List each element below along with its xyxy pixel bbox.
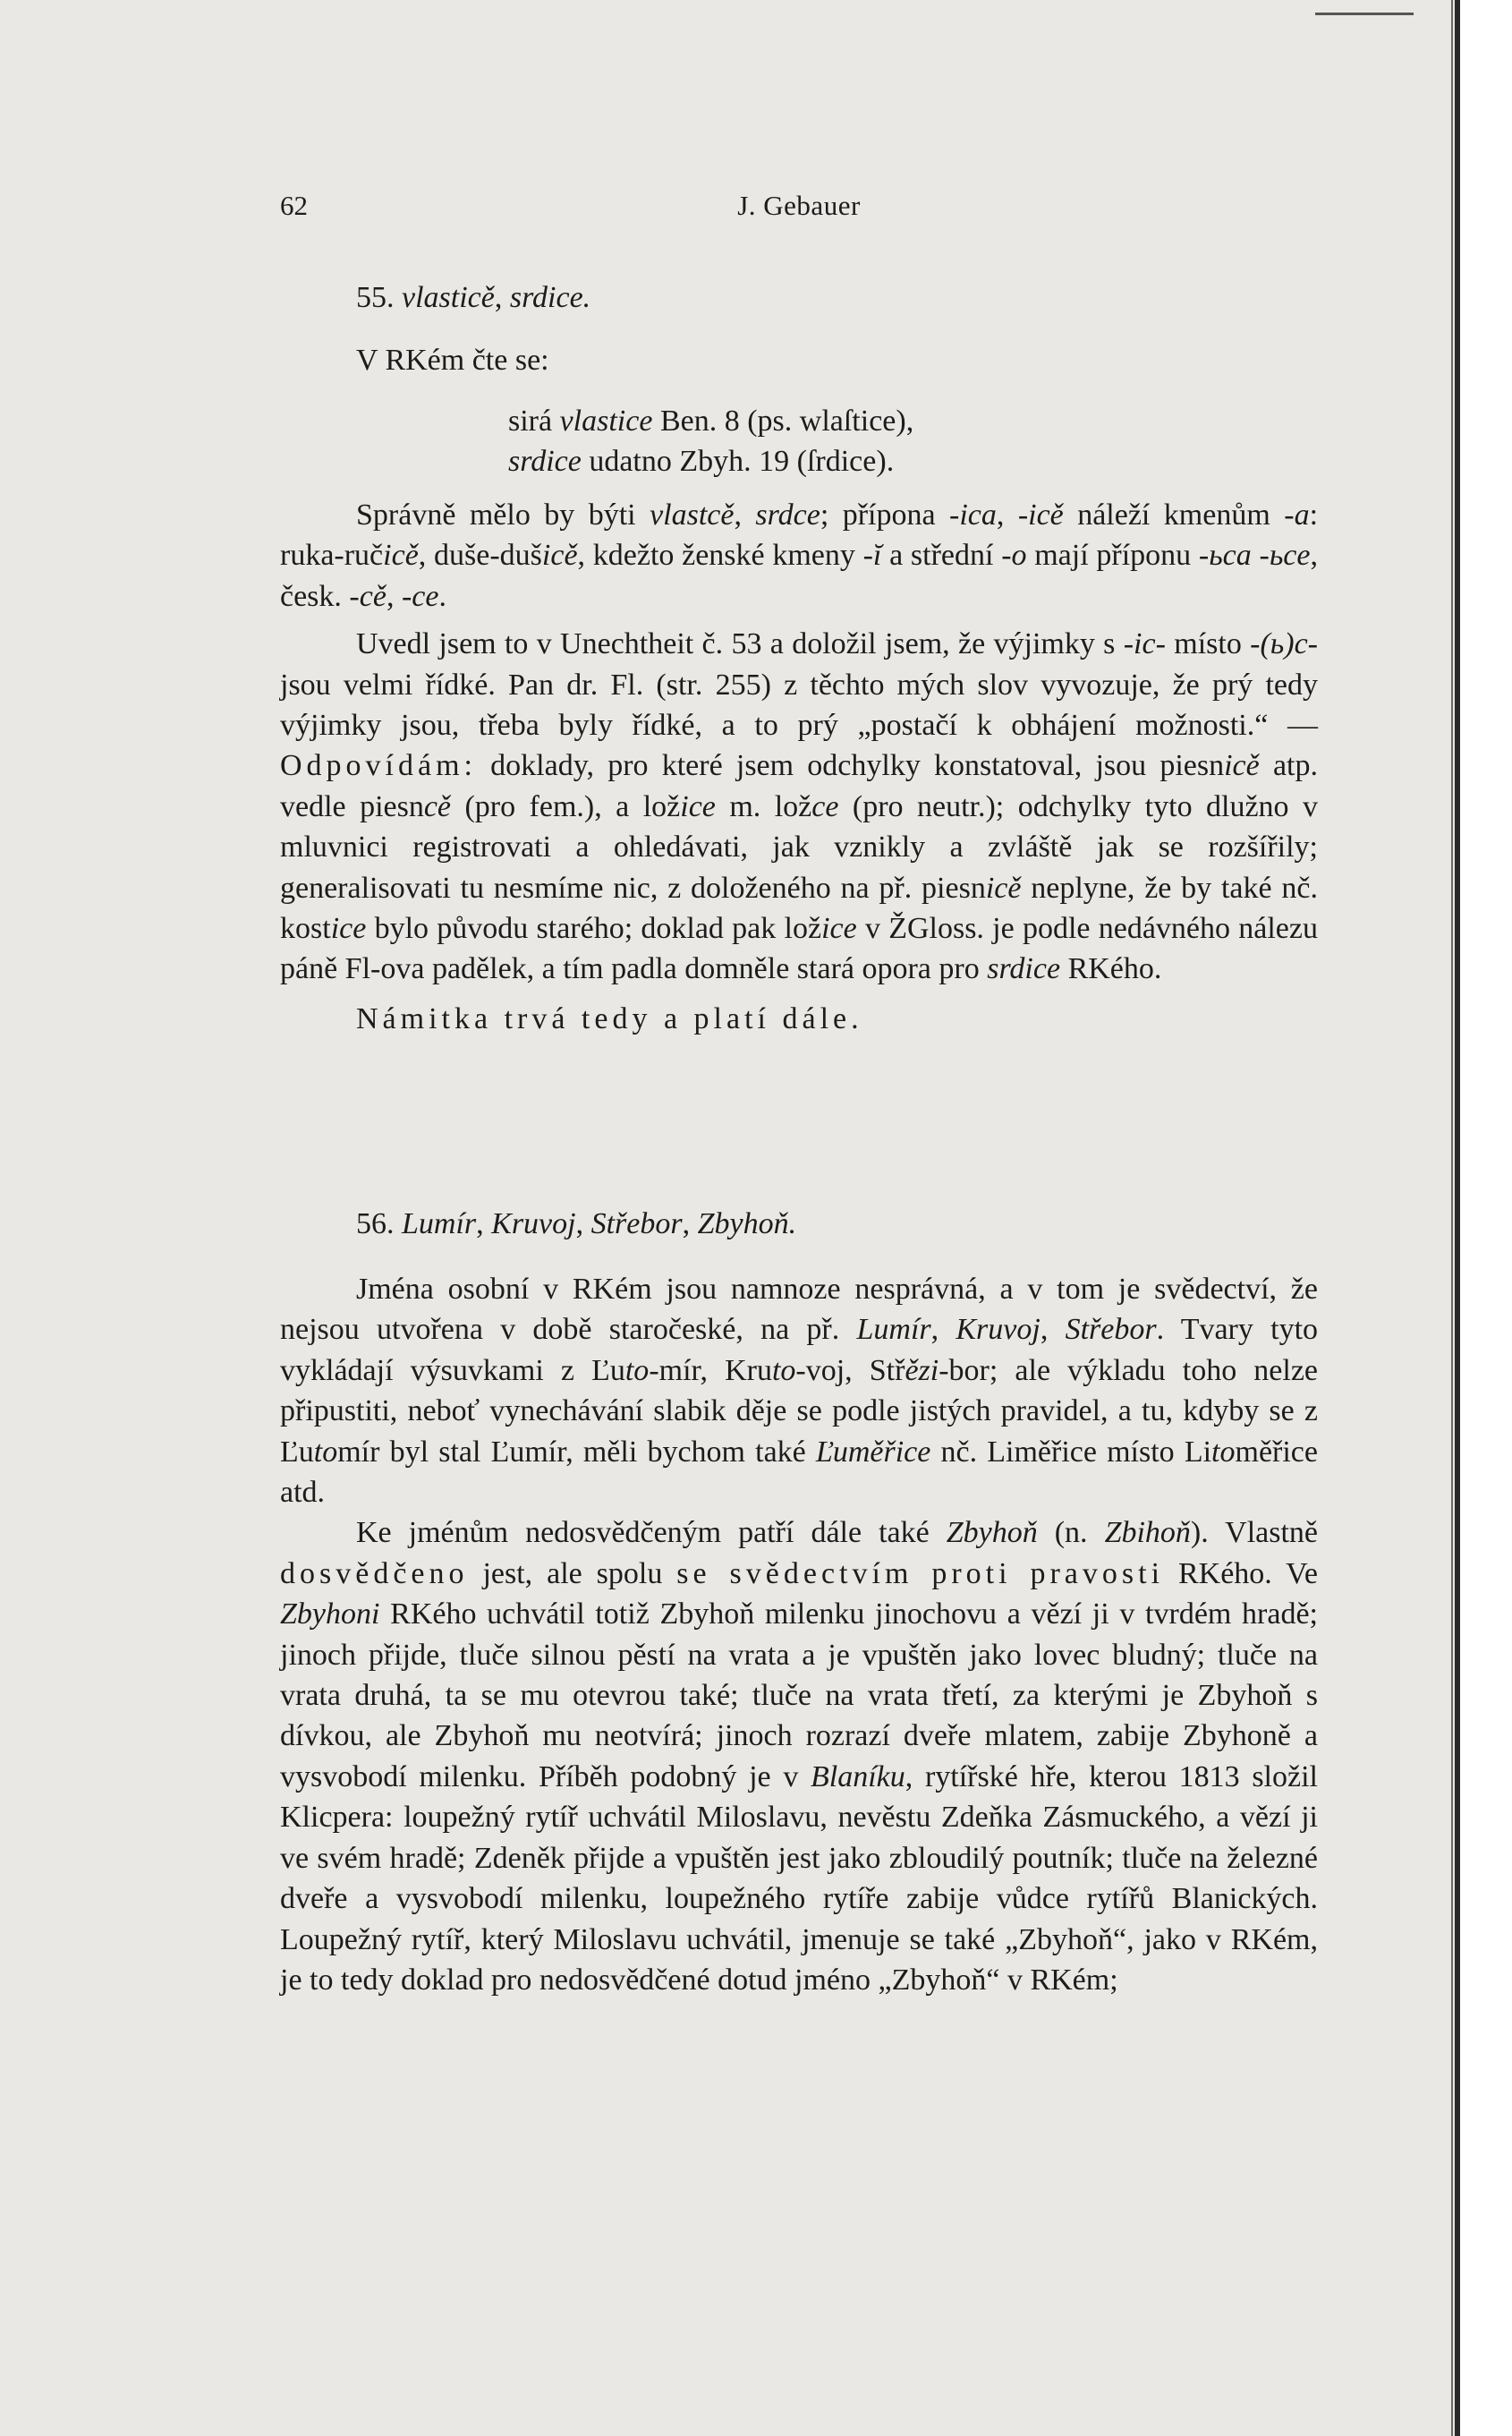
text-run: , — [1040, 1313, 1066, 1347]
text-run: (pro neutr.); odchylky tyto dlužno v mluvnici registrovati a ohledávati, jak vznikly a zvláště jak se rozšířily; generalisovati tu nesmíme nic, z doloženého na př. piesn — [280, 789, 1318, 905]
italic-term: -ĭ — [862, 539, 882, 573]
section-55-intro — [280, 340, 1318, 380]
italic-term: Kruvoj — [956, 1313, 1041, 1347]
paragraph — [280, 495, 1318, 617]
text-run: nč. Liměřice místo Li — [930, 1435, 1212, 1469]
running-author: J. Gebauer — [737, 190, 861, 221]
italic-term: -a — [1284, 498, 1310, 532]
text-run: : ruka-ruč — [280, 498, 1319, 573]
text-run: RKého uchvátil totiž Zbyhoň milenku jinochovu a vězí ji v tvrdém hradě; jinoch přijde, tluče silnou pěstí na vrata a je vpuštěn jako lovec bludný; tluče na vrata druhá, ta se mu otevrou také; tluče na vrata třetí, za kterými je Zbyhoň s dívkou, ale Zbyhoň mu neotvírá; jinoch rozrazí dveře mlatem, zabije Zbyhoně a vysvobodí milenku. Příběh podobný je v — [280, 1597, 1318, 1793]
text-run: měřice atd. — [280, 1435, 1318, 1510]
section-55-heading: 55. vlasticě, srdice. — [356, 281, 591, 314]
italic-term: -cě — [349, 579, 386, 613]
italic-term: icě — [1224, 749, 1260, 783]
text-run: Správně mělo by býti — [356, 498, 650, 532]
text-run: mír byl stal Ľumír, měli bychom také — [337, 1435, 816, 1469]
italic-term: ce — [811, 789, 839, 823]
quote-line: sirá vlastice Ben. 8 (ps. wlaſtice), — [508, 405, 914, 438]
text-run: (pro fem.), a lož — [451, 789, 681, 823]
text-run: , — [930, 1313, 956, 1347]
text-run: m. lož — [715, 789, 812, 823]
text-run: , rytířské hře, kterou 1813 složil Klicpera: loupežný rytíř uchvátil Miloslavu, nevěstu Zdeňka Zásmuckého, a vězí ji ve svém hradě; Zdeněk přijde a vpuštěn jest jako zbloudilý poutník; tluče na železné dveře a vysvobodí milenku, loupežného rytíře zabije vůdce rytířů Blanických. Loupežný rytíř, který Miloslavu uchvátil, jmenuje se také „Zbyhoň“, jako v RKém, je to tedy doklad pro nedosvědčené dotud jméno „Zbyhoň“ v RKém; — [280, 1759, 1318, 1997]
quotation-block — [508, 401, 1318, 482]
italic-term: vlastcě — [650, 498, 735, 532]
text-run: Jména osobní v RKém jsou namnoze nesprávná, a v tom je svědectví, že nejsou utvořena v době staročeské, na př. — [280, 1273, 1318, 1347]
scan-edge-line — [1455, 0, 1460, 2436]
text-run: -mír, Kru — [649, 1353, 772, 1387]
text-run: neplyne, že by také nč. kost — [280, 871, 1318, 946]
spaced-emphasis: se svědectvím proti pravosti — [676, 1556, 1165, 1590]
paragraph — [280, 624, 1318, 990]
italic-term: icě — [985, 871, 1022, 905]
quote-line: srdice udatno Zbyh. 19 (ſrdice). — [508, 445, 895, 479]
italic-term: srdce — [755, 498, 820, 532]
scan-top-mark — [1315, 13, 1414, 15]
paragraph: V RKém čte se: — [356, 344, 549, 377]
text-run: místo — [1165, 627, 1251, 661]
spaced-emphasis: dosvědčeno — [280, 1556, 469, 1590]
text-run: doklady, pro které jsem odchylky konstatoval, jsou piesn — [476, 749, 1225, 783]
text-run: , duše-duš — [418, 539, 542, 573]
text-run: náleží kmenům — [1063, 498, 1285, 532]
text-run: Ke jménům nedosvědčeným patří dále také — [356, 1516, 947, 1550]
italic-term: -ce — [401, 579, 439, 613]
text-run: atp. vedle piesn — [280, 749, 1318, 823]
text-run: bylo původu starého; doklad pak lož — [366, 912, 822, 946]
italic-term: cě — [423, 789, 452, 823]
italic-term: Ľuměřice — [815, 1435, 931, 1469]
italic-term: to — [771, 1353, 796, 1387]
spaced-emphasis: Odpovídám: — [280, 749, 477, 783]
text-run: mají příponu — [1026, 539, 1199, 573]
text-run: , — [386, 579, 402, 613]
italic-term: Lumír — [856, 1313, 931, 1347]
scan-edge-line-thin — [1451, 0, 1453, 2436]
italic-term: Blaníku — [811, 1759, 905, 1793]
text-run: , česk. — [280, 539, 1318, 613]
text-run: jest, ale spolu — [468, 1556, 677, 1590]
italic-term: Zbihoň — [1104, 1516, 1191, 1550]
section-56-heading: 56. Lumír, Kruvoj, Střebor, Zbyhoň. — [356, 1207, 797, 1240]
italic-term: ice — [680, 789, 716, 823]
text-run: . Tvary tyto vykládají výsuvkami z Ľu — [280, 1313, 1319, 1387]
book-page — [280, 0, 1318, 2436]
paragraph — [280, 1512, 1318, 2000]
text-run: , kdežto ženské kmeny — [577, 539, 863, 573]
text-run: -voj, Stř — [795, 1353, 905, 1387]
section-title: srdice. — [509, 281, 591, 314]
section-number: 55. — [356, 281, 395, 314]
text-run: , — [996, 498, 1018, 532]
italic-term: -icě — [1017, 498, 1064, 532]
section-title: vlasticě — [402, 281, 495, 314]
text-run: ; přípona — [820, 498, 949, 532]
italic-term: ice — [821, 912, 857, 946]
italic-term: to — [624, 1353, 650, 1387]
text-run: (n. — [1037, 1516, 1105, 1550]
text-run: a střední — [881, 539, 1002, 573]
italic-term: -o — [1001, 539, 1027, 573]
italic-term: icě — [541, 539, 578, 573]
text-run: . — [438, 579, 446, 613]
section-55-body — [280, 495, 1318, 1039]
italic-term: to — [1211, 1435, 1236, 1469]
italic-term: -ьca -ьce — [1198, 539, 1311, 573]
text-run: , — [734, 498, 756, 532]
page-number: 62 — [280, 190, 308, 221]
conclusion: Námitka trvá tedy a platí dále. — [356, 1001, 863, 1035]
italic-term: Zbyhoň — [946, 1516, 1038, 1550]
italic-term: -ica — [949, 498, 997, 532]
paragraph — [280, 1269, 1318, 1512]
italic-term: to — [313, 1435, 338, 1469]
text-run: -bor; ale výkladu toho nelze připustiti, neboť vynechávání slabik děje se podle jistých pravidel, a tu, kdyby se z Ľu — [280, 1353, 1318, 1469]
italic-term: ice — [330, 912, 367, 946]
italic-term: Zbyhoni — [280, 1597, 380, 1631]
italic-term: -(ь)c- — [1250, 627, 1319, 661]
text-run: v ŽGloss. je podle nedávného nálezu páně Fl-ova padělek, a tím padla domněle stará opora pro — [280, 912, 1318, 986]
section-56-body — [280, 1269, 1318, 2000]
italic-term: srdice — [987, 952, 1061, 986]
running-header — [280, 190, 1318, 229]
italic-term: -ic- — [1123, 627, 1166, 661]
section-number: 56. — [356, 1207, 395, 1240]
scan-margin — [1460, 0, 1512, 2436]
text-run: ). Vlastně — [1190, 1516, 1318, 1550]
italic-term: icě — [383, 539, 419, 573]
text-run: Uvedl jsem to v Unechtheit č. 53 a doložil jsem, že výjimky s — [356, 627, 1124, 661]
text-run: jsou velmi řídké. Pan dr. Fl. (str. 255) z těchto mých slov vyvozuje, že prý tedy výjimky jsou, třeba byly řídké, a to prý „postačí k obhájení možnosti.“ — — [280, 668, 1318, 743]
italic-term: Střebor — [1065, 1313, 1157, 1347]
text-run: RKého. — [1060, 952, 1162, 986]
italic-term: ězi — [905, 1353, 939, 1387]
text-run: RKého. Ve — [1164, 1556, 1318, 1590]
